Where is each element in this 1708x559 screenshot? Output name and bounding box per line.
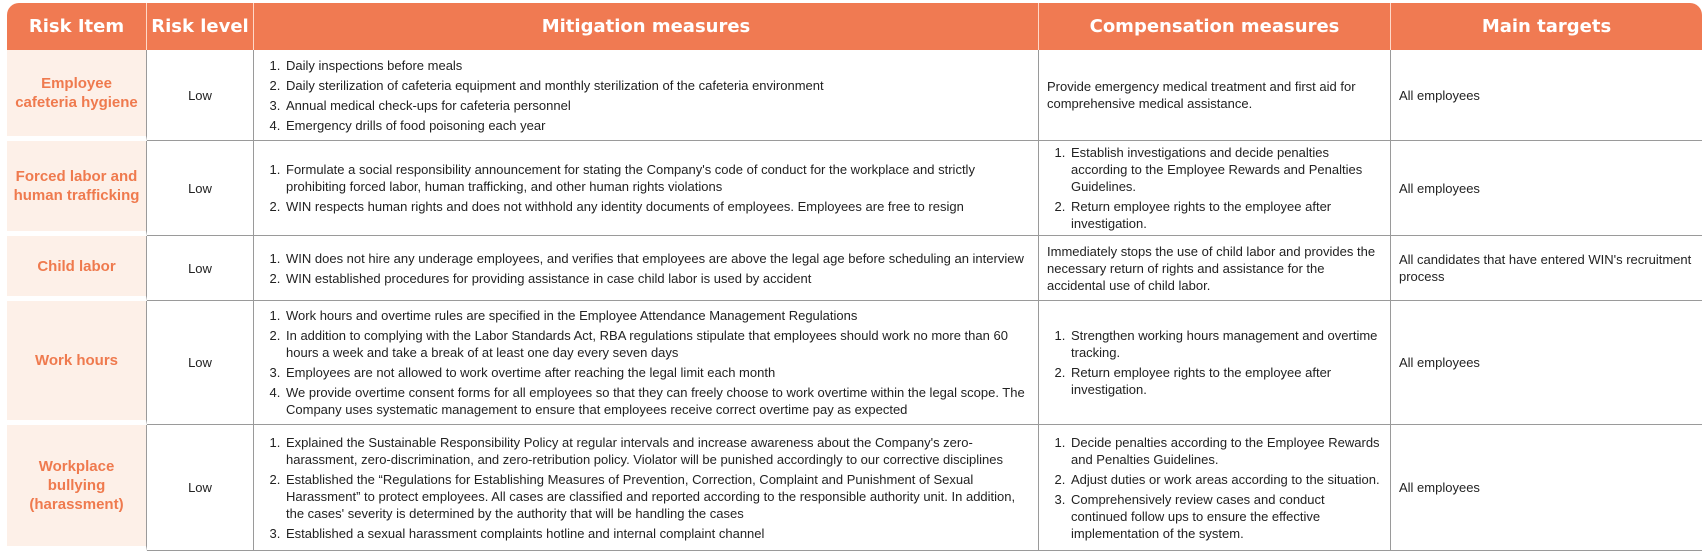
mitigation-list: [262, 434, 1030, 542]
risk-item-cell: Work hours: [7, 301, 147, 425]
header-risk-item: Risk Item: [7, 3, 147, 50]
main-targets-cell: All employees: [1391, 425, 1702, 551]
risk-item-cell: Workplace bullying (harassment): [7, 425, 147, 551]
compensation-cell: [1039, 301, 1391, 425]
list-item: 1. Work hours and overtime rules are specified in the Employee Attendance Management Regulations: [284, 307, 1030, 324]
risk-level-cell: Low: [147, 50, 254, 141]
header-compensation-measures: Compensation measures: [1039, 3, 1391, 50]
table-row: [7, 301, 1702, 425]
compensation-list: [1047, 144, 1382, 232]
list-item: 2. WIN respects human rights and does not withhold any identity documents of employees. Employees are free to resign: [284, 198, 1030, 215]
list-item: 2. Daily sterilization of cafeteria equipment and monthly sterilization of the cafeteria environment: [284, 77, 1030, 94]
list-item: 3. Comprehensively review cases and conduct continued follow ups to ensure the effective implementation of the system.: [1069, 491, 1382, 542]
list-item: 2. Established the “Regulations for Establishing Measures of Prevention, Correction, Complaint and Punishment of Sexual Harassment” to protect employees. All cases are classified and reported according to the responsible authority unit. In addition, the cases' severity is determined by the authority that will be handling the cases: [284, 471, 1030, 522]
list-item: 1. Daily inspections before meals: [284, 57, 1030, 74]
compensation-list: [1047, 327, 1382, 398]
header-main-targets: Main targets: [1391, 3, 1702, 50]
list-item: 2. In addition to complying with the Labor Standards Act, RBA regulations stipulate that employees should work no more than 60 hours a week and take a break of at least one day every seven days: [284, 327, 1030, 361]
table-row: [7, 236, 1702, 301]
list-item: 1. Formulate a social responsibility announcement for stating the Company's code of conduct for the workplace and strictly prohibiting forced labor, human trafficking, and other human rights violations: [284, 161, 1030, 195]
risk-level-cell: Low: [147, 236, 254, 301]
compensation-cell: [1039, 425, 1391, 551]
mitigation-list: [262, 161, 1030, 215]
main-targets-cell: All employees: [1391, 141, 1702, 236]
list-item: 1. Explained the Sustainable Responsibility Policy at regular intervals and increase awareness about the Company's zero-harassment, zero-discrimination, and zero-retribution policy. Violator will be punished accordingly to our corrective disciplines: [284, 434, 1030, 468]
compensation-cell: Provide emergency medical treatment and first aid for comprehensive medical assistance.: [1039, 50, 1391, 141]
risk-table: [7, 3, 1702, 551]
table-row: [7, 425, 1702, 551]
mitigation-list: [262, 250, 1030, 287]
mitigation-cell: [254, 425, 1039, 551]
table-row: [7, 141, 1702, 236]
list-item: 1. Establish investigations and decide penalties according to the Employee Rewards and Penalties Guidelines.: [1069, 144, 1382, 195]
risk-level-cell: Low: [147, 425, 254, 551]
mitigation-cell: [254, 236, 1039, 301]
table-row: [7, 50, 1702, 141]
risk-item-cell: Forced labor and human trafficking: [7, 141, 147, 236]
mitigation-list: [262, 57, 1030, 134]
compensation-cell: [1039, 141, 1391, 236]
header-mitigation-measures: Mitigation measures: [254, 3, 1039, 50]
main-targets-cell: All employees: [1391, 301, 1702, 425]
list-item: 2. Return employee rights to the employee after investigation.: [1069, 364, 1382, 398]
list-item: 4. Emergency drills of food poisoning each year: [284, 117, 1030, 134]
list-item: 2. Return employee rights to the employee after investigation.: [1069, 198, 1382, 232]
list-item: 4. We provide overtime consent forms for all employees so that they can freely choose to work overtime within the legal scope. The Company uses systematic management to ensure that employees receive correct overtime pay as expected: [284, 384, 1030, 418]
main-targets-cell: All employees: [1391, 50, 1702, 141]
list-item: 1. Decide penalties according to the Employee Rewards and Penalties Guidelines.: [1069, 434, 1382, 468]
mitigation-cell: [254, 141, 1039, 236]
list-item: 1. Strengthen working hours management and overtime tracking.: [1069, 327, 1382, 361]
compensation-list: [1047, 434, 1382, 542]
list-item: 3. Established a sexual harassment complaints hotline and internal complaint channel: [284, 525, 1030, 542]
compensation-cell: Immediately stops the use of child labor and provides the necessary return of rights and assistance for the accidental use of child labor.: [1039, 236, 1391, 301]
list-item: 2. WIN established procedures for providing assistance in case child labor is used by accident: [284, 270, 1030, 287]
risk-item-cell: Child labor: [7, 236, 147, 301]
list-item: 1. WIN does not hire any underage employees, and verifies that employees are above the legal age before scheduling an interview: [284, 250, 1030, 267]
header-row: [7, 3, 1702, 50]
list-item: 3. Annual medical check-ups for cafeteria personnel: [284, 97, 1030, 114]
mitigation-cell: [254, 301, 1039, 425]
risk-level-cell: Low: [147, 141, 254, 236]
main-targets-cell: All candidates that have entered WIN's recruitment process: [1391, 236, 1702, 301]
risk-item-cell: Employee cafeteria hygiene: [7, 50, 147, 141]
list-item: 3. Employees are not allowed to work overtime after reaching the legal limit each month: [284, 364, 1030, 381]
mitigation-cell: [254, 50, 1039, 141]
risk-level-cell: Low: [147, 301, 254, 425]
mitigation-list: [262, 307, 1030, 418]
list-item: 2. Adjust duties or work areas according to the situation.: [1069, 471, 1382, 488]
header-risk-level: Risk level: [147, 3, 254, 50]
